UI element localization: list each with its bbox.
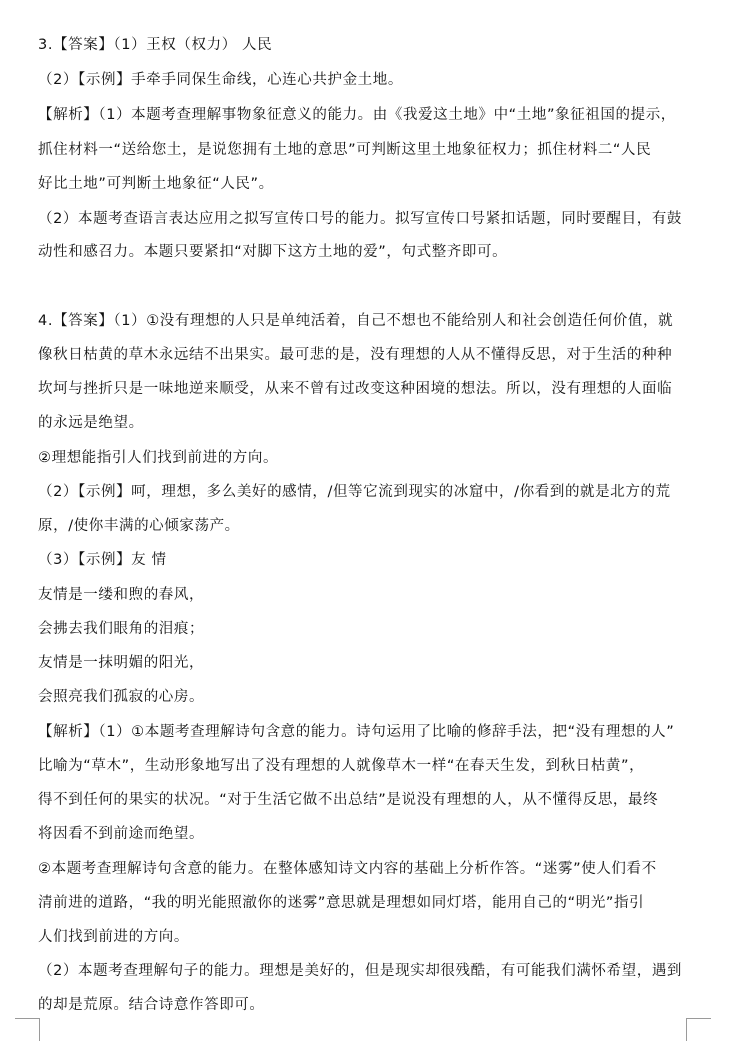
analysis-3-line-5: 动性和感召力。本题只要紧扣“对脚下这方土地的爱”，句式整齐即可。 xyxy=(38,244,508,260)
analysis-4-line-9: 的却是荒原。结合诗意作答即可。 xyxy=(38,997,265,1013)
analysis-4-line-3: 得不到任何的果实的状况。“对于生活它做不出总结”是说没有理想的人，从不懂得反思，最终 xyxy=(38,792,659,808)
analysis-3-line-3: 好比土地”可判断土地象征“人民”。 xyxy=(38,176,274,192)
answer-4-part-3-heading: （3）【示例】友 情 xyxy=(38,552,167,568)
analysis-4-line-4: 将因看不到前途而绝望。 xyxy=(38,826,205,842)
analysis-4-line-6: 清前进的道路，“我的明光能照澈你的迷雾”意思就是理想如同灯塔，能用自己的“明光”指引 xyxy=(38,895,645,911)
answer-4-line-2: 像秋日枯黄的草木永远结不出果实。最可悲的是，没有理想的人从不懂得反思，对于生活的种种 xyxy=(38,347,673,363)
analysis-4-line-5: ②本题考查理解诗句含意的能力。在整体感知诗文内容的基础上分析作答。“迷雾”使人们看不 xyxy=(38,861,657,877)
analysis-4-line-8: （2）本题考查理解句子的能力。理想是美好的，但是现实却很残酷，有可能我们满怀希望，遇到 xyxy=(38,963,683,979)
analysis-3-line-4: （2）本题考查语言表达应用之拟写宣传口号的能力。拟写宣传口号紧扣话题，同时要醒目，有鼓 xyxy=(38,211,683,227)
answer-4-line-3: 坎坷与挫折只是一味地逆来顺受，从来不曾有过改变这种困境的想法。所以，没有理想的人面临 xyxy=(38,381,673,397)
answer-4-line-1: 4.【答案】（1）①没有理想的人只是单纯活着，自己不想也不能给别人和社会创造任何价值，就 xyxy=(38,313,674,329)
poem-line-2: 会拂去我们眼角的泪痕； xyxy=(38,621,205,637)
answer-4-point-2: ②理想能指引人们找到前进的方向。 xyxy=(38,450,279,466)
poem-line-1: 友情是一缕和煦的春风， xyxy=(38,587,205,603)
answer-4-part-2-line-1: （2）【示例】呵，理想，多么美好的感情，/但等它流到现实的冰窟中，/你看到的就是北方的荒 xyxy=(38,484,671,500)
analysis-3-line-1: 【解析】（1）本题考查理解事物象征意义的能力。由《我爱这土地》中“土地”象征祖国的提示， xyxy=(38,107,676,123)
answer-3-heading: 3.【答案】（1）王权（权力） 人民 xyxy=(38,37,273,53)
analysis-4-line-1: 【解析】（1）①本题考查理解诗句含意的能力。诗句运用了比喻的修辞手法，把“没有理想的人” xyxy=(38,724,675,740)
analysis-4-line-2: 比喻为“草木”，生动形象地写出了没有理想的人就像草木一样“在春天生发，到秋日枯黄”， xyxy=(38,758,645,774)
poem-line-3: 友情是一抹明媚的阳光， xyxy=(38,655,205,671)
answer-4-line-4: 的永远是绝望。 xyxy=(38,415,144,431)
answer-3-part-2: （2）【示例】手牵手同保生命线，心连心共护金土地。 xyxy=(38,72,403,88)
page-corner-mark-left xyxy=(15,1018,40,1041)
analysis-4-line-7: 人们找到前进的方向。 xyxy=(38,929,189,945)
poem-line-4: 会照亮我们孤寂的心房。 xyxy=(38,689,205,705)
analysis-3-line-2: 抓住材料一“送给您土，是说您拥有土地的意思”可判断这里土地象征权力；抓住材料二“人民 xyxy=(38,142,652,158)
page-corner-mark-right xyxy=(686,1018,711,1041)
answer-4-part-2-line-2: 原，/使你丰满的心倾家荡产。 xyxy=(38,518,240,534)
